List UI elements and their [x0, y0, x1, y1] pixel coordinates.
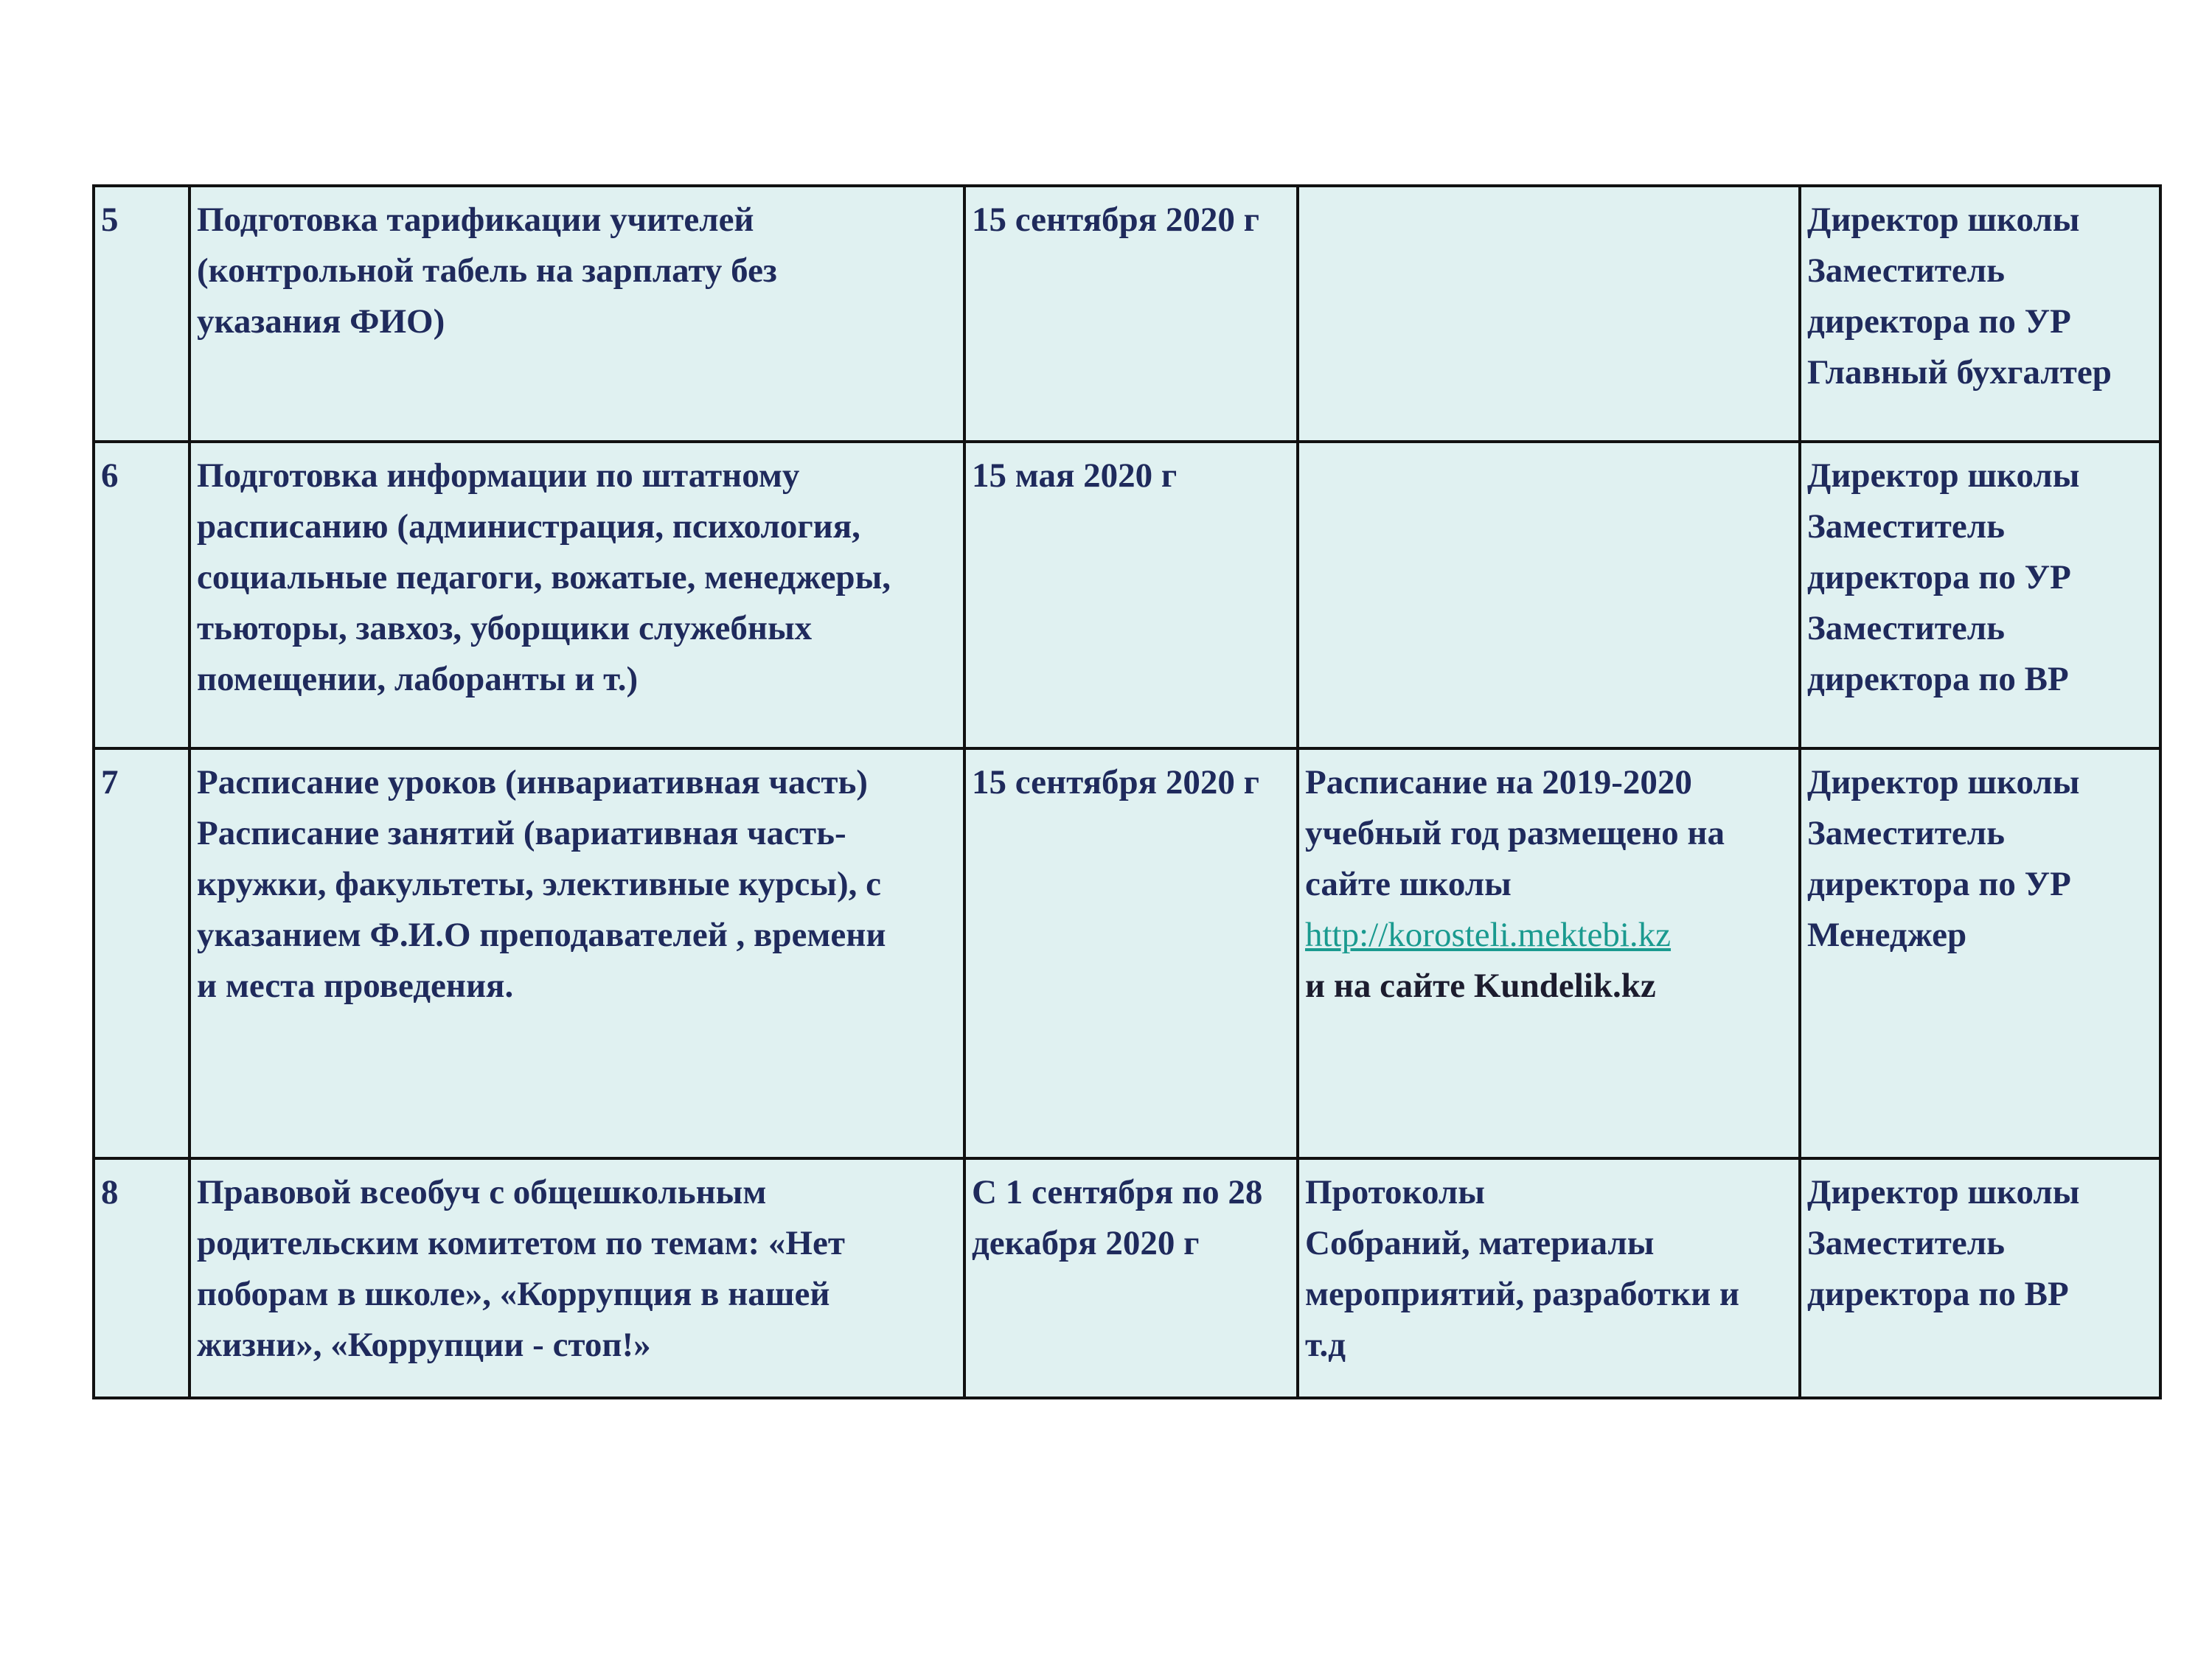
task-cell: [189, 1158, 964, 1398]
responsible-cell: [1800, 1158, 2160, 1398]
responsible-line: Заместитель: [1807, 507, 2005, 546]
responsible-line: Директор школы: [1807, 201, 2080, 239]
result-cell: [1298, 186, 1800, 442]
date-line: 15 мая 2020 г: [972, 456, 1178, 495]
task-line: указания ФИО): [197, 302, 445, 341]
result-line: т.д: [1305, 1326, 1346, 1364]
result-cell: [1298, 1158, 1800, 1398]
task-line: жизни», «Коррупции - стоп!»: [197, 1326, 651, 1364]
date-cell: [964, 1158, 1298, 1398]
row-number-cell: [94, 186, 189, 442]
task-line: социальные педагоги, вожатые, менеджеры,: [197, 558, 891, 597]
responsible-cell: [1800, 442, 2160, 748]
responsible-line: Заместитель: [1807, 609, 2005, 647]
task-line: родительским комитетом по темам: «Нет: [197, 1224, 845, 1262]
result-line: Собраний, материалы: [1305, 1224, 1655, 1262]
responsible-line: директора по ВР: [1807, 660, 2069, 698]
date-cell: [964, 186, 1298, 442]
responsible-line: Главный бухгалтер: [1807, 353, 2112, 392]
result-line: мероприятий, разработки и: [1305, 1275, 1739, 1313]
row-number: 6: [101, 456, 119, 495]
task-line: указанием Ф.И.О преподавателей , времени: [197, 916, 886, 954]
task-cell: [189, 186, 964, 442]
task-line: поборам в школе», «Коррупция в нашей: [197, 1275, 830, 1313]
result-cell: [1298, 748, 1800, 1158]
plan-table: [92, 184, 2162, 1399]
date-line: 15 сентября 2020 г: [972, 201, 1259, 239]
result-line: и на сайте Kundelik.kz: [1305, 967, 1656, 1005]
responsible-line: Директор школы: [1807, 1173, 2080, 1211]
task-line: помещении, лаборанты и т.): [197, 660, 639, 698]
task-line: Расписание уроков (инвариативная часть): [197, 763, 868, 801]
responsible-line: Директор школы: [1807, 456, 2080, 495]
row-number-cell: [94, 748, 189, 1158]
task-line: Подготовка информации по штатному: [197, 456, 800, 495]
responsible-line: Заместитель: [1807, 814, 2005, 852]
task-line: тьюторы, завхоз, уборщики служебных: [197, 609, 813, 647]
table-row: [94, 748, 2160, 1158]
task-line: расписанию (администрация, психология,: [197, 507, 860, 546]
result-cell: [1298, 442, 1800, 748]
responsible-line: Менеджер: [1807, 916, 1967, 954]
table-row: [94, 442, 2160, 748]
task-line: (контрольной табель на зарплату без: [197, 251, 777, 290]
result-line: учебный год размещено на: [1305, 814, 1725, 852]
responsible-line: директора по УР: [1807, 558, 2071, 597]
task-line: Подготовка тарификации учителей: [197, 201, 754, 239]
result-line: Расписание на 2019-2020: [1305, 763, 1692, 801]
date-cell: [964, 442, 1298, 748]
row-number-cell: [94, 1158, 189, 1398]
date-line: 15 сентября 2020 г: [972, 763, 1259, 801]
result-line: Протоколы: [1305, 1173, 1485, 1211]
table-row: [94, 186, 2160, 442]
row-number: 8: [101, 1173, 119, 1211]
task-cell: [189, 442, 964, 748]
responsible-line: директора по УР: [1807, 865, 2071, 903]
row-number: 7: [101, 763, 119, 801]
task-cell: [189, 748, 964, 1158]
table-row: [94, 1158, 2160, 1398]
row-number-cell: [94, 442, 189, 748]
task-line: Расписание занятий (вариативная часть-: [197, 814, 846, 852]
date-cell: [964, 748, 1298, 1158]
responsible-line: директора по УР: [1807, 302, 2071, 341]
responsible-line: Заместитель: [1807, 251, 2005, 290]
responsible-cell: [1800, 186, 2160, 442]
responsible-cell: [1800, 748, 2160, 1158]
task-line: Правовой всеобуч с общешкольным: [197, 1173, 767, 1211]
date-line: декабря 2020 г: [972, 1224, 1200, 1262]
result-line: сайте школы: [1305, 865, 1512, 903]
task-line: кружки, факультеты, элективные курсы), с: [197, 865, 881, 903]
school-website-link[interactable]: http://korosteli.mektebi.kz: [1305, 916, 1672, 954]
responsible-line: директора по ВР: [1807, 1275, 2069, 1313]
responsible-line: Директор школы: [1807, 763, 2080, 801]
task-line: и места проведения.: [197, 967, 514, 1005]
date-line: С 1 сентября по 28: [972, 1173, 1263, 1211]
responsible-line: Заместитель: [1807, 1224, 2005, 1262]
row-number: 5: [101, 201, 119, 239]
